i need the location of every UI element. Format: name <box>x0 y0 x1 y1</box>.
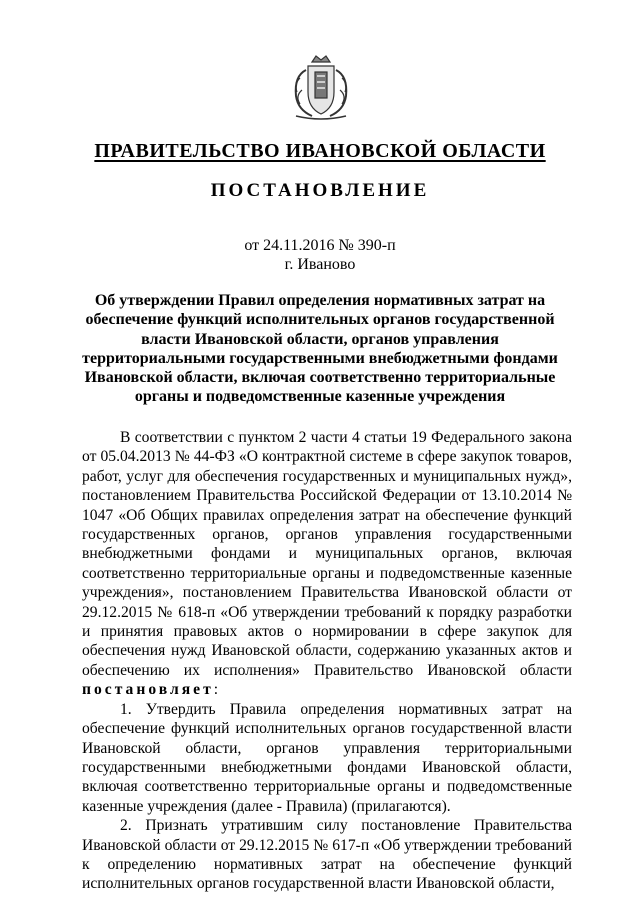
government-name <box>0 140 640 163</box>
item-2-paragraph: 2. Признать утратившим силу постановление Правительства Ивановской области от 29.12.2015 № 617-п «Об утверждении требований к определению нормативных затрат на обеспечение функций исполнительных органов государственной власти Ивановской области, <box>82 817 572 893</box>
decree-city: г. Иваново <box>284 256 356 273</box>
decree-heading: ПОСТАНОВЛЕНИЕ <box>210 180 430 201</box>
preamble-text: В соответствии с пунктом 2 части 4 статьи 19 Федерального закона от 05.04.2013 № 44-ФЗ «О контрактной системе в сфере закупок товаров, работ, услуг для обеспечения государственных и муниципальных нужд», постановлением Правительства Российской Федерации от 13.10.2014 № 1047 «Об Общих правилах определения затрат на обеспечение функций государственных органов, органов управления государственными внебюджетными фондами и муниципальных органов, включая соответственно территориальные органы и подведомственные казенные учреждения», постановлением Правительства Ивановской области от 29.12.2015 № 618-п «Об утверждении требований к порядку разработки и принятия правовых актов о нормировании в сфере закупок для обеспечения нужд Ивановской области, содержанию указанных актов и обеспечению их исполнения» Правительство Ивановской области <box>82 429 572 679</box>
decree-date-number: от 24.11.2016 № 390-п <box>244 237 396 254</box>
item-1-paragraph: 1. Утвердить Правила определения нормативных затрат на обеспечение функций исполнительных органов государственной власти Ивановской области, органов управления территориальными государственными внебюджетными фондами Ивановской области, включая соответственно территориальные органы и подведомственные казенные учреждения (далее - Правила) (прилагаются). <box>82 700 572 815</box>
preamble-paragraph <box>82 428 572 700</box>
resolves-word: постановляет <box>82 681 214 699</box>
government-name-text: ПРАВИТЕЛЬСТВО ИВАНОВСКОЙ ОБЛАСТИ <box>94 140 546 162</box>
coat-of-arms-emblem <box>288 52 354 122</box>
decree-title: Об утверждении Правил определения нормативных затрат на обеспечение функций исполнительных органов государственной власти Ивановской области, органов управления территориальными государственными внебюджетными фондами Ивановской области, включая соответственно территориальные органы и подведомственные казенные учреждения <box>82 292 558 406</box>
resolves-colon: : <box>213 681 219 699</box>
decree-body <box>82 428 572 894</box>
